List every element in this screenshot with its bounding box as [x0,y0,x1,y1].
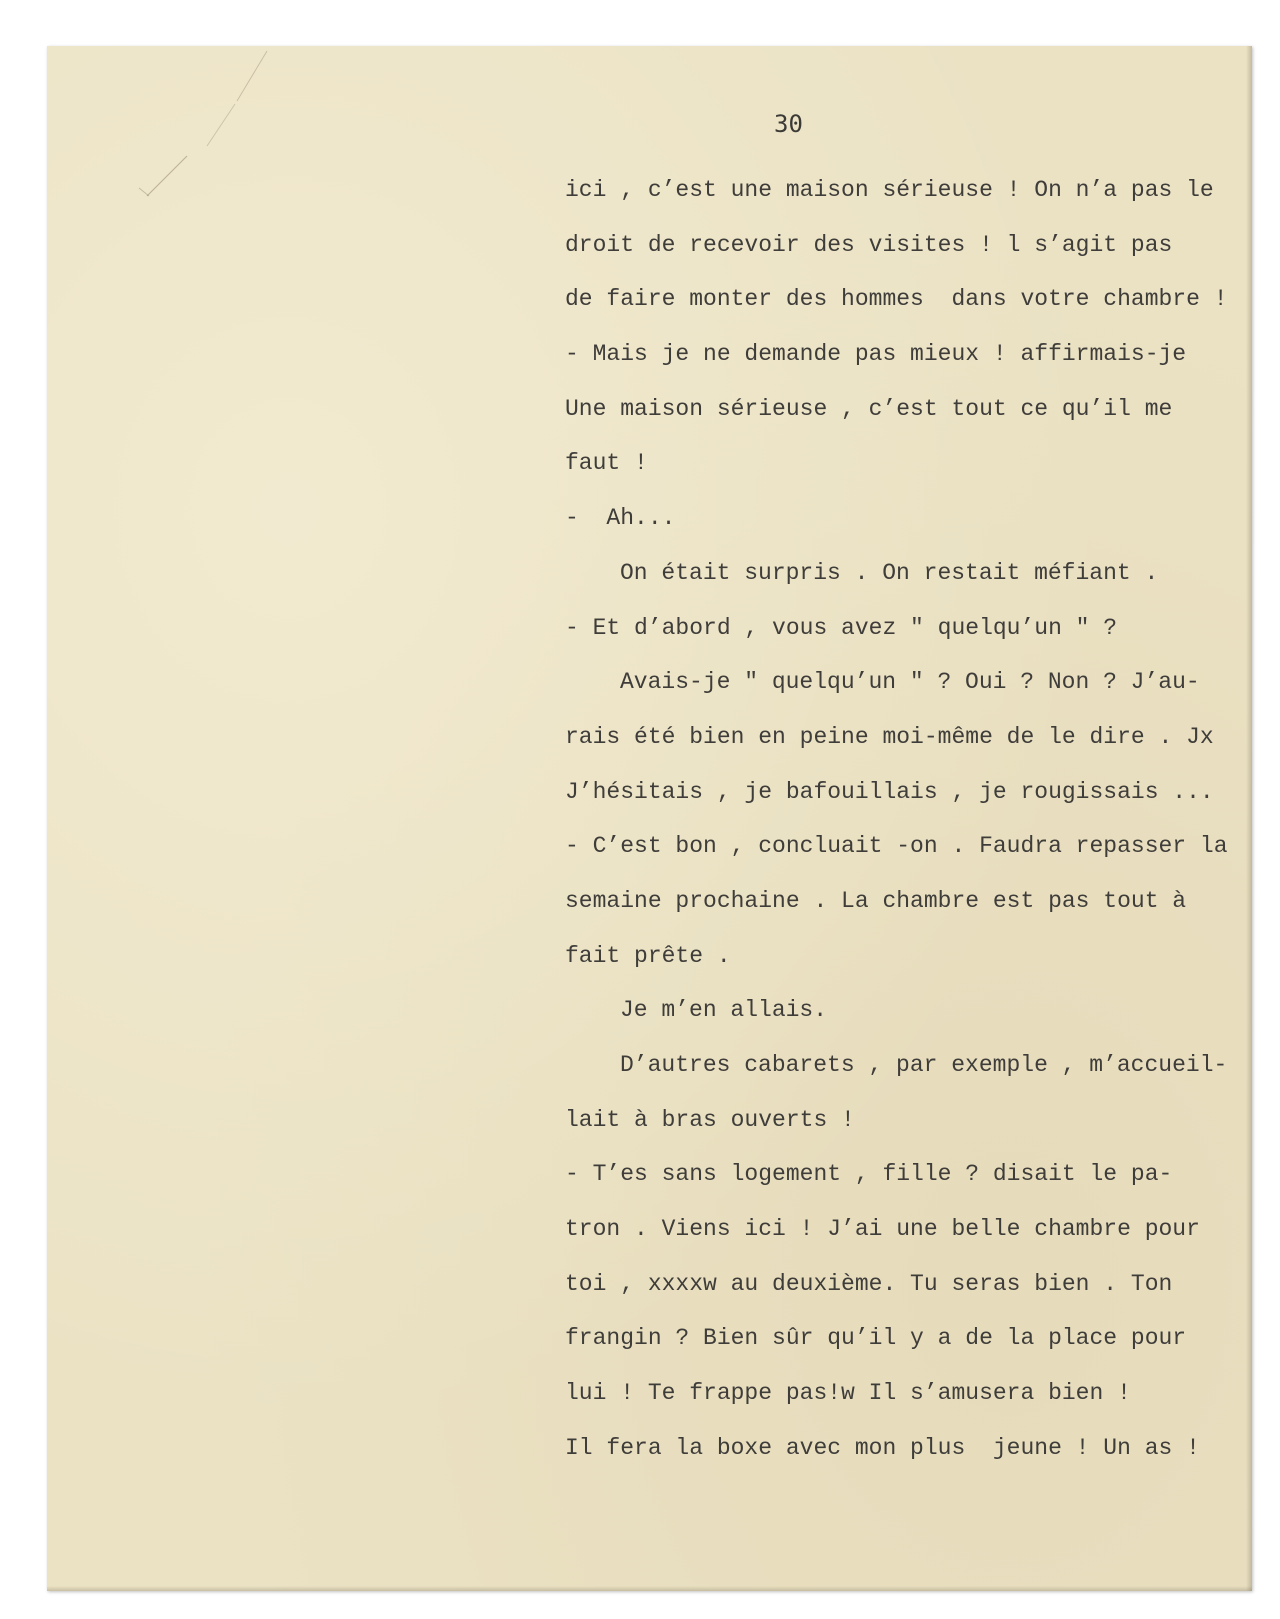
text-line: - T’es sans logement , fille ? disait le pa- [565,1161,1173,1188]
text-line: - Ah... [565,505,676,532]
page-edge-shadow-bottom [47,1586,1252,1591]
text-line: Je m’en allais. [620,997,828,1024]
page-number: 30 [774,110,803,138]
typed-page [47,46,1252,1591]
text-line: Une maison sérieuse , c’est tout ce qu’il me [565,395,1173,422]
text-line: semaine prochaine . La chambre est pas tout à [565,887,1187,914]
text-line: faut ! [565,450,648,477]
text-line: ici , c’est une maison sérieuse ! On n’a pas le [565,177,1214,203]
text-line: Il fera la boxe avec mon plus jeune ! Un as ! [565,1434,1200,1461]
text-line: toi , xxxxw au deuxième. Tu seras bien . Ton [565,1270,1173,1297]
text-line: lait à bras ouverts ! [565,1106,855,1133]
text-line: de faire monter des hommes dans votre chambre ! [565,286,1228,313]
text-line: - Et d’abord , vous avez " quelqu’un " ? [565,614,1118,641]
text-line: frangin ? Bien sûr qu’il y a de la place pour [565,1325,1187,1352]
text-line: J’hésitais , je bafouillais , je rougissais ... [565,778,1214,805]
pencil-stray-marks [87,46,287,246]
text-line: - Mais je ne demande pas mieux ! affirmais-je [565,341,1187,368]
text-line: - C’est bon , concluait -on . Faudra repasser la [565,833,1228,860]
text-line: rais été bien en peine moi-même de le dire . Jx [565,723,1214,750]
text-line: lui ! Te frappe pas!w Il s’amusera bien ! [565,1380,1131,1407]
text-line: D’autres cabarets , par exemple , m’accueil- [620,1052,1228,1078]
text-line: droit de recevoir des visites ! l s’agit pas [565,231,1173,258]
text-line: fait prête . [565,942,731,969]
typewritten-text-block [565,170,1255,1483]
text-line: Avais-je " quelqu’un " ? Oui ? Non ? J’au- [620,669,1200,696]
text-line: On était surpris . On restait méfiant . [620,559,1159,586]
text-line: tron . Viens ici ! J’ai une belle chambre pour [565,1216,1200,1243]
